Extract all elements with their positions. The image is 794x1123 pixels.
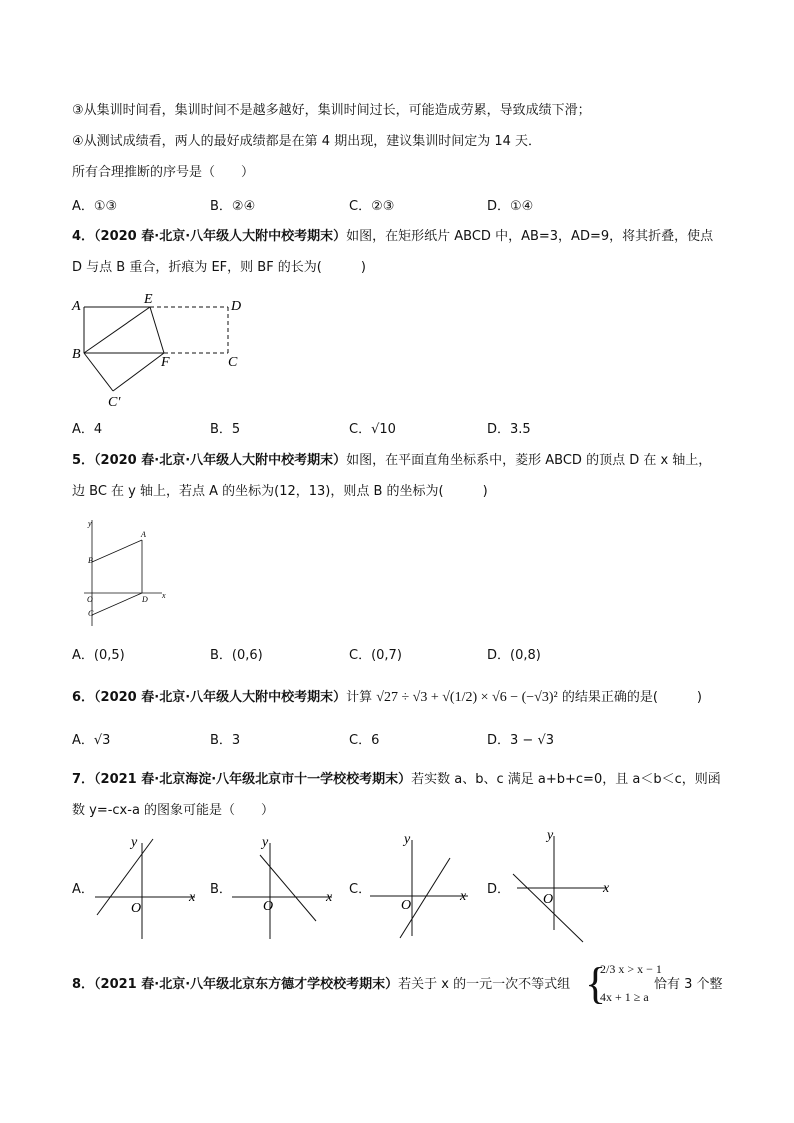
q3-option-a[interactable]: A．①③ [72, 199, 118, 214]
q7-graph-b[interactable] [232, 835, 342, 943]
q4-text-2: D 与点 B 重合，折痕为 EF，则 BF 的长为( ) [72, 260, 366, 275]
q5-figure [82, 518, 172, 628]
q8-text-after: 恰有 3 个整 [654, 977, 723, 992]
q8-text-before: 若关于 x 的一元一次不等式组 [398, 977, 571, 992]
q5-source: 5．（2020 春·北京·八年级人大附中校考期末） [72, 453, 347, 468]
q4-source: 4．（2020 春·北京·八年级人大附中校考期末） [72, 229, 347, 244]
label-d: D [231, 299, 242, 314]
label-o: O [87, 595, 93, 604]
q8-source: 8．（2021 春·北京·八年级北京东方德才学校校考期末） [72, 977, 399, 992]
label-y: y [404, 832, 411, 847]
label-x: x [460, 889, 467, 904]
q6-source: 6．（2020 春·北京·八年级人大附中校考期末） [72, 690, 347, 705]
q6-expression: √27 ÷ √3 + √(1/2) × √6 − (−√3)² [376, 690, 558, 705]
q6-option-d[interactable]: D．3 − √3 [487, 733, 554, 748]
label-o: O [131, 901, 142, 916]
q3-option-c[interactable]: C．②③ [349, 199, 395, 214]
label-f: F [161, 355, 170, 370]
label-x: x [326, 890, 333, 905]
q6-option-c[interactable]: C．6 [349, 733, 380, 748]
label-a: A [72, 299, 81, 314]
q7-option-c-label[interactable]: C． [349, 882, 372, 897]
q5-option-b[interactable]: B．(0,6) [210, 648, 263, 663]
q3-option-d[interactable]: D．①④ [487, 199, 534, 214]
q7-option-b-label[interactable]: B． [210, 882, 232, 897]
statement-4: ④从测试成绩看，两人的最好成绩都是在第 4 期出现，建议集训时间定为 14 天． [72, 134, 541, 149]
label-o: O [543, 892, 554, 907]
label-c: C [228, 355, 238, 370]
q4-line-1 [72, 227, 713, 247]
statement-3: ③从集训时间看，集训时间不是越多越好，集训时间过长，可能造成劳累，导致成绩下滑； [72, 103, 591, 118]
q8-inequality-system: { 2/3 x > x − 1 4x + 1 ≥ a [585, 959, 662, 1008]
q6-line [72, 688, 702, 708]
label-c-prime: C′ [108, 395, 121, 410]
q7-graph-a[interactable] [95, 835, 205, 943]
q4-option-b[interactable]: B．5 [210, 422, 241, 437]
q6-text-before: 计算 [346, 690, 373, 705]
label-x: x [189, 890, 196, 905]
q4-option-c[interactable]: C．√10 [349, 422, 396, 437]
q5-line-1 [72, 451, 711, 471]
q7-text-1: 若实数 a、b、c 满足 a+b+c=0，且 a＜b＜c，则函 [411, 772, 721, 787]
q7-option-d-label[interactable]: D． [487, 882, 511, 897]
q7-source: 7．（2021 春·北京海淀·八年级北京市十一学校校考期末） [72, 772, 412, 787]
q7-graph-c[interactable] [370, 832, 480, 940]
label-x: x [162, 591, 166, 600]
label-b: B [88, 556, 93, 565]
q6-option-a[interactable]: A．√3 [72, 733, 111, 748]
q7-graph-d[interactable] [507, 828, 617, 946]
q7-line-1 [72, 770, 721, 790]
q7-option-a-label[interactable]: A． [72, 882, 94, 897]
q4-option-d[interactable]: D．3.5 [487, 422, 531, 437]
q7-text-2: 数 y=-cx-a 的图象可能是（ ） [72, 803, 275, 818]
q8-ineq-2: 4x + 1 ≥ a [600, 990, 649, 1004]
q8-line [72, 975, 570, 995]
q5-option-a[interactable]: A．(0,5) [72, 648, 125, 663]
q5-option-d[interactable]: D．(0,8) [487, 648, 541, 663]
q6-text-after: 的结果正确的是( ) [561, 690, 703, 705]
q5-text-1: 如图，在平面直角坐标系中，菱形 ABCD 的顶点 D 在 x 轴上， [346, 453, 712, 468]
q4-option-a[interactable]: A．4 [72, 422, 103, 437]
label-y: y [262, 835, 269, 850]
label-x: x [603, 881, 610, 896]
label-o: O [263, 899, 274, 914]
label-e: E [144, 292, 153, 307]
q3-option-b[interactable]: B．②④ [210, 199, 256, 214]
label-y: y [131, 835, 138, 850]
q5-text-2: 边 BC 在 y 轴上，若点 A 的坐标为(12，13)，则点 B 的坐标为( ) [72, 484, 488, 499]
label-o: O [401, 898, 412, 913]
label-a: A [141, 530, 146, 539]
label-d: D [142, 595, 148, 604]
q3-prompt: 所有合理推断的序号是（ ） [72, 165, 255, 180]
q4-figure [66, 294, 256, 412]
label-c: C [88, 609, 94, 618]
q8-ineq-1: 2/3 x > x − 1 [600, 962, 662, 976]
q5-option-c[interactable]: C．(0,7) [349, 648, 402, 663]
label-y: y [88, 519, 92, 528]
q6-option-b[interactable]: B．3 [210, 733, 241, 748]
label-y: y [547, 828, 554, 843]
q4-text-1: 如图，在矩形纸片 ABCD 中，AB=3，AD=9，将其折叠，使点 [346, 229, 714, 244]
label-b: B [72, 347, 81, 362]
